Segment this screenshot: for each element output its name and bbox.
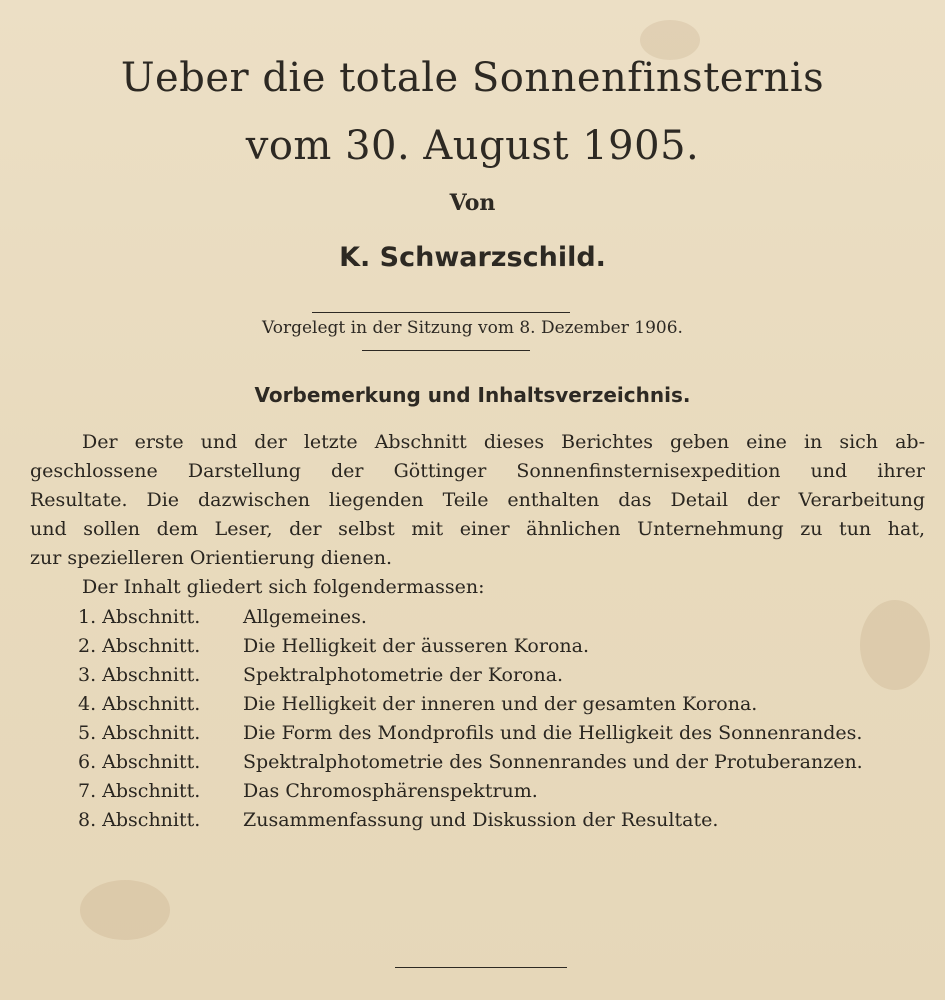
toc-number: 7. Abschnitt.: [78, 780, 201, 802]
toc-number: 3. Abschnitt.: [78, 664, 201, 686]
paper-stain: [80, 880, 170, 940]
title-line-1: Ueber die totale Sonnenfinsternis: [120, 55, 825, 101]
toc-title: Spektralphotometrie des Sonnenrandes und der Protuberanzen.: [243, 751, 863, 773]
paragraph-line: zur spezielleren Orientierung dienen.: [30, 547, 393, 569]
section-title: Vorbemerkung und Inhaltsverzeichnis.: [254, 383, 691, 407]
toc-title: Die Helligkeit der äusseren Korona.: [243, 635, 589, 657]
toc-title: Zusammenfassung und Diskussion der Resultate.: [243, 809, 719, 831]
toc-number: 2. Abschnitt.: [78, 635, 201, 657]
title-line-2: vom 30. August 1905.: [245, 123, 700, 169]
presentation-note: Vorgelegt in der Sitzung vom 8. Dezember 1906.: [262, 318, 683, 338]
toc-number: 1. Abschnitt.: [78, 606, 201, 628]
author-name: K. Schwarzschild.: [339, 242, 606, 273]
lower-rule: [362, 350, 530, 351]
toc-number: 6. Abschnitt.: [78, 751, 201, 773]
paper-stain: [860, 600, 930, 690]
toc-title: Die Form des Mondprofils und die Helligkeit des Sonnenrandes.: [243, 722, 863, 744]
toc-title: Das Chromosphärenspektrum.: [243, 780, 538, 802]
toc-number: 4. Abschnitt.: [78, 693, 201, 715]
end-rule: [395, 967, 567, 968]
toc-title: Die Helligkeit der inneren und der gesamten Korona.: [243, 693, 758, 715]
paragraph-line: und sollen dem Leser, der selbst mit einer ähnlichen Unternehmung zu tun hat,: [30, 518, 925, 540]
toc-title: Allgemeines.: [243, 606, 367, 628]
by-label: Von: [449, 190, 496, 216]
toc-title: Spektralphotometrie der Korona.: [243, 664, 564, 686]
paragraph-line: Der erste und der letzte Abschnitt dieses Berichtes geben eine in sich ab-: [82, 431, 925, 453]
paragraph-line: geschlossene Darstellung der Göttinger Sonnenfinsternisexpedition und ihrer: [30, 460, 925, 482]
toc-number: 5. Abschnitt.: [78, 722, 201, 744]
top-rule: [312, 312, 570, 313]
paragraph-line: Resultate. Die dazwischen liegenden Teile enthalten das Detail der Verarbeitung: [30, 489, 925, 511]
toc-number: 8. Abschnitt.: [78, 809, 201, 831]
toc-intro: Der Inhalt gliedert sich folgendermassen:: [82, 576, 485, 598]
